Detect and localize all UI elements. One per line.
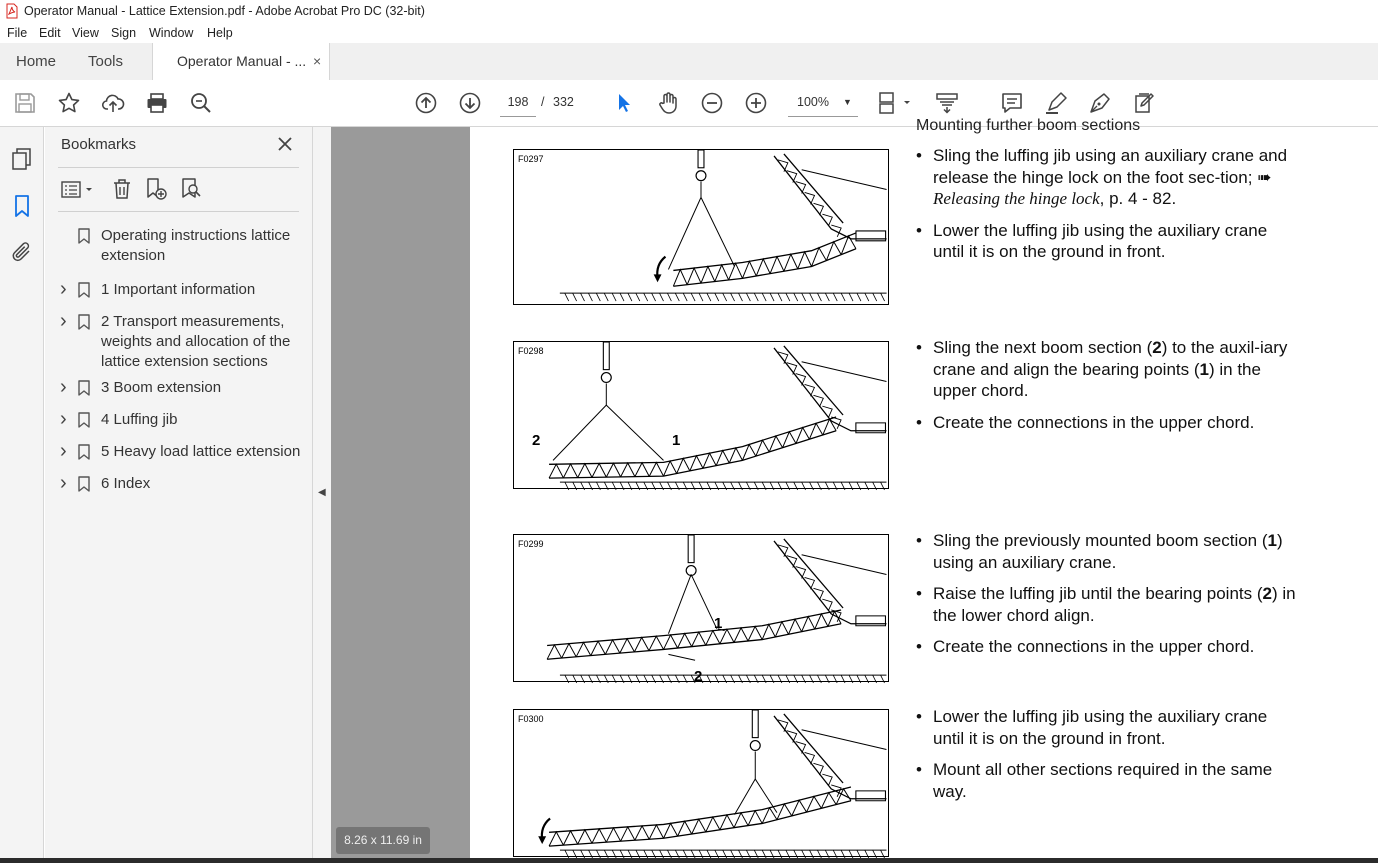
save-icon — [13, 91, 37, 115]
main-toolbar — [0, 80, 1378, 127]
document-background — [331, 127, 470, 863]
page-size-label: 8.26 x 11.69 in — [336, 827, 430, 854]
arrow-reference-icon: ➠ — [1257, 167, 1272, 187]
bullet-text: Lower the luffing jib using the auxiliary crane until it is on the ground in front. — [933, 707, 1268, 748]
taskbar-edge — [0, 858, 1378, 863]
menu-view[interactable]: View — [72, 26, 99, 40]
item-number: 2 — [1262, 584, 1272, 603]
bookmark-icon — [77, 380, 91, 396]
bullet-text: Sling the luffing jib using an auxiliary crane and release the hinge lock on the foot sec-tion; — [933, 146, 1288, 187]
figure-code: F0298 — [518, 346, 544, 356]
draw-button[interactable] — [1088, 91, 1112, 115]
edit-document-icon — [1132, 91, 1156, 115]
bookmark-label: 1 Important information — [101, 281, 256, 298]
bookmarks-panel-icon[interactable] — [10, 194, 34, 218]
zoom-in-button[interactable] — [744, 91, 768, 115]
chevron-right-icon[interactable]: › — [60, 376, 67, 398]
figure — [513, 341, 889, 489]
tab-document-label: Operator Manual - ... — [177, 53, 307, 69]
bookmark-options-menu-icon[interactable] — [61, 179, 95, 201]
chevron-right-icon[interactable]: › — [60, 310, 67, 332]
highlighter-icon — [1044, 91, 1068, 115]
collapse-panel-icon[interactable]: ◀ — [318, 487, 326, 498]
tab-tools[interactable]: Tools — [88, 53, 124, 70]
arrow-up-circle-icon — [414, 91, 438, 115]
item-number: 1 — [1267, 531, 1277, 550]
highlight-button[interactable] — [1044, 91, 1068, 115]
tab-bar — [0, 43, 1378, 81]
chevron-down-icon: ▼ — [843, 97, 852, 107]
bullet-item — [916, 636, 1296, 658]
menu-bar — [0, 23, 1378, 43]
bookmark-icon — [77, 476, 91, 492]
plus-circle-icon — [744, 91, 768, 115]
bullet-text: ) using an auxiliary crane. — [933, 531, 1283, 572]
crane-jib-illustration — [514, 710, 888, 856]
item-number: 1 — [1199, 359, 1209, 379]
bullet-item — [916, 706, 1296, 749]
upload-button[interactable] — [101, 91, 125, 115]
page-total: 332 — [553, 95, 574, 109]
next-page-button[interactable] — [458, 91, 482, 115]
bookmark-label: Operating instructions lattice extension — [101, 227, 291, 264]
crane-jib-illustration — [514, 535, 888, 681]
bullet-text: Mount all other sections required in the same way. — [933, 760, 1273, 801]
figure — [513, 149, 889, 305]
figure — [513, 534, 889, 685]
bookmark-icon — [77, 412, 91, 428]
bullet-item — [916, 583, 1296, 626]
comment-icon — [1000, 91, 1024, 115]
bullet-item — [916, 220, 1296, 263]
select-tool-button[interactable] — [612, 91, 636, 115]
title-bar — [0, 0, 1378, 23]
bullet-text: ) in the upper chord. — [933, 359, 1261, 400]
crane-jib-illustration — [514, 342, 888, 488]
acrobat-pdf-icon — [6, 4, 18, 18]
arrow-down-circle-icon — [458, 91, 482, 115]
menu-file[interactable]: File — [7, 26, 28, 40]
hand-tool-button[interactable] — [656, 91, 680, 115]
divider — [58, 211, 299, 212]
page-thumbnails-icon[interactable] — [10, 147, 34, 171]
figure-code: F0299 — [518, 539, 544, 549]
bookmark-icon — [77, 282, 91, 298]
bullet-text: Create the connections in the upper chord. — [933, 637, 1255, 656]
star-icon — [57, 91, 81, 115]
hand-icon — [656, 91, 680, 115]
instruction-step — [916, 337, 1296, 443]
zoom-out-button[interactable] — [700, 91, 724, 115]
figure-callout: 2 — [532, 432, 541, 449]
attachments-paperclip-icon[interactable] — [10, 240, 34, 264]
bookmark-icon — [77, 444, 91, 460]
scroll-mode-icon — [935, 91, 959, 115]
chevron-right-icon[interactable]: › — [60, 472, 67, 494]
bookmarks-toolbar — [58, 175, 299, 205]
window-title: Operator Manual - Lattice Extension.pdf - Adobe Acrobat Pro DC (32-bit) — [24, 4, 425, 18]
figure-callout: 1 — [672, 432, 681, 449]
find-button[interactable] — [189, 91, 213, 115]
bookmarks-title: Bookmarks — [61, 136, 137, 153]
bookmark-icon — [77, 228, 91, 244]
fill-sign-button[interactable] — [1132, 91, 1156, 115]
comment-button[interactable] — [1000, 91, 1024, 115]
page-number-input[interactable]: 198 — [500, 88, 536, 117]
tab-close-icon[interactable]: × — [313, 53, 322, 69]
bullet-item — [916, 412, 1296, 434]
item-number: 2 — [1152, 338, 1162, 357]
bullet-text: Create the connections in the upper chord. — [933, 412, 1255, 432]
panel-splitter[interactable] — [312, 127, 331, 863]
chevron-right-icon[interactable]: › — [60, 440, 67, 462]
menu-edit[interactable]: Edit — [39, 26, 61, 40]
navigation-rail — [0, 127, 44, 863]
bookmark-label: 3 Boom extension — [101, 379, 222, 396]
cursor-arrow-icon — [612, 91, 636, 115]
fit-page-icon — [877, 91, 913, 115]
bullet-item — [916, 759, 1296, 802]
close-icon[interactable] — [274, 133, 296, 155]
bookmark-label: 6 Index — [101, 475, 151, 492]
search-zoom-icon — [189, 91, 213, 115]
page-fit-button[interactable] — [877, 91, 913, 115]
save-button[interactable] — [13, 91, 37, 115]
scrolling-mode-button[interactable] — [935, 91, 959, 115]
cloud-upload-icon — [101, 91, 125, 115]
bookmark-label: 4 Luffing jib — [101, 411, 178, 428]
figure-code: F0297 — [518, 154, 544, 164]
bookmark-label: 2 Transport measurements, weights and allocation of the lattice extension sections — [101, 313, 291, 370]
chevron-right-icon[interactable]: › — [60, 408, 67, 430]
previous-page-button[interactable] — [414, 91, 438, 115]
new-bookmark-icon[interactable] — [144, 177, 168, 201]
cross-reference-link[interactable]: Releasing the hinge lock — [933, 189, 1100, 208]
minus-circle-icon — [700, 91, 724, 115]
chevron-right-icon[interactable]: › — [60, 278, 67, 300]
bullet-text: Lower the luffing jib using the auxiliary crane until it is on the ground in front. — [933, 220, 1268, 261]
menu-window[interactable]: Window — [149, 26, 194, 40]
print-icon — [145, 91, 169, 115]
bullet-item — [916, 530, 1296, 573]
crane-jib-illustration — [514, 150, 888, 304]
print-button[interactable] — [145, 91, 169, 115]
delete-trash-icon[interactable] — [110, 177, 134, 201]
figure-callout: 1 — [714, 615, 723, 632]
zoom-value: 100% — [797, 95, 829, 109]
figure-callout: 2 — [694, 668, 703, 685]
menu-help[interactable]: Help — [207, 26, 233, 40]
instruction-step — [916, 145, 1296, 273]
pen-nib-icon — [1088, 91, 1112, 115]
menu-sign[interactable]: Sign — [111, 26, 137, 40]
zoom-dropdown[interactable] — [788, 88, 858, 117]
pdf-page — [470, 117, 1378, 863]
bullet-item — [916, 337, 1296, 402]
bullet-text: ) in the lower chord align. — [933, 584, 1296, 625]
bookmark-icon — [77, 314, 91, 330]
section-heading: Mounting further boom sections — [916, 117, 1141, 134]
bullet-text: Sling the next boom section ( — [933, 338, 1153, 357]
tab-document[interactable] — [152, 43, 330, 81]
bullet-text: Sling the previously mounted boom section ( — [933, 531, 1268, 550]
divider — [58, 167, 299, 168]
bookmark-label: 5 Heavy load lattice extension — [101, 443, 301, 460]
find-bookmark-icon[interactable] — [179, 177, 203, 201]
bullet-text: Raise the luffing jib until the bearing points ( — [933, 584, 1263, 603]
page-separator: / — [541, 95, 545, 109]
tab-home[interactable]: Home — [16, 53, 57, 70]
figure — [513, 709, 889, 857]
bullet-text: ) to the auxil-iary crane and align the bearing points ( — [933, 338, 1288, 379]
bookmarks-panel — [45, 127, 312, 863]
figure-code: F0300 — [518, 714, 544, 724]
instruction-step — [916, 706, 1296, 812]
bullet-item — [916, 145, 1296, 210]
bookmark-star-button[interactable] — [57, 91, 81, 115]
bullet-text: , p. 4 - 82. — [1099, 189, 1177, 208]
instruction-step — [916, 530, 1296, 668]
